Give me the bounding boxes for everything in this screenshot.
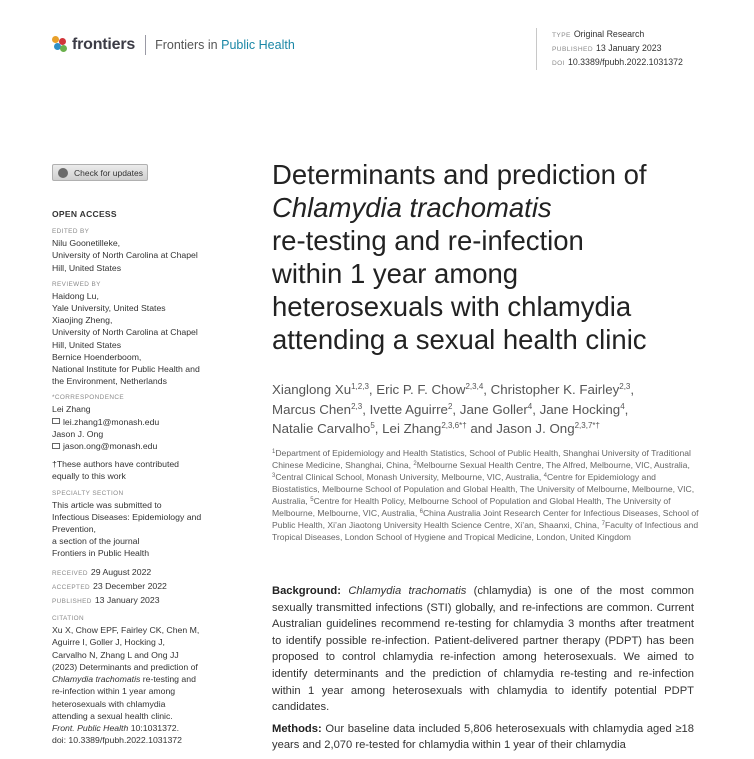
author-name[interactable]: Natalie Carvalho [272,421,371,436]
reviewed-by: Haidong Lu, Yale University, United States Xiaojing Zheng, University of North Carolina at Chapel Hill, United States Bernice Hoenderboom, National Institute for Public Health and the Environment, Netherlands [52,290,200,387]
date-accepted: ACCEPTED 23 December 2022 [52,580,167,591]
abstract-methods: Methods: Our baseline data included 5,806 heterosexuals with chlamydia aged ≥18 years and 2,070 re-tested for chlamydia within 1 year of their chlamydia [272,722,694,752]
correspondence-label: *CORRESPONDENCE [52,394,125,402]
specialty-section-label: SPECIALTY SECTION [52,489,124,497]
envelope-icon [52,418,60,424]
envelope-icon [52,443,60,449]
specialty-section: This article was submitted to Infectious Diseases: Epidemiology and Prevention, a section of the journal Frontiers in Public Health [52,499,202,559]
email-link[interactable]: lei.zhang1@monash.edu [52,416,224,428]
author-name[interactable]: Marcus Chen [272,401,352,417]
affiliations: $^1$Department of Epidemiology and Health Statistics, School of Public Health, Shanghai University of Traditional Chinese Medicine, Shanghai, China, $^2$Melbourne Sexual Health Centre, The Alfred, Melbourne, VIC, Australia, $^3$Central Clinical School, Monash University, Melbourne, VIC, Australia, $^4$Centre for Epidemiology and Biostatistics, Melbourne School of Population and Global Health, The University of Melbourne, Melbourne, VIC, Australia, $^5$Centre for Health Policy, Melbourne School of Population and Global Health, The University of Melbourne, Melbourne, VIC, Australia, $^6$China Australia Joint Research Center for Infectious Diseases, School of Public Health, Xi’an Jiaotong University Health Science Centre, Xi’an, Shaanxi, China, $^7$Faculty of Infectious and Tropical Diseases, London School of Hygiene and Tropical Medicine, London, United Kingdom [272,448,699,542]
frontiers-logo-icon [52,36,68,54]
brand-name: frontiers [72,36,136,53]
meta-type: TYPE Original Research [552,29,645,39]
date-received: RECEIVED 29 August 2022 [52,566,152,577]
date-published: PUBLISHED 13 January 2023 [52,595,160,606]
author-name[interactable]: Xianglong Xu [272,382,352,397]
author-name[interactable]: Christopher K. Fairley [490,382,620,397]
article-title: Determinants and prediction of Chlamydia trachomatis re-testing and re-infection within 1 year among heterosexuals with chlamydia attending a sexual health clinic [272,159,647,355]
citation-doi-link[interactable]: doi: 10.3389/fpubh.2022.1031372 [52,735,182,746]
refresh-icon [58,168,68,178]
meta-published: PUBLISHED 13 January 2023 [552,43,662,53]
check-for-updates-label: Check for updates [74,167,143,178]
correspondence: Lei Zhang lei.zhang1@monash.edu Jason J. Ong jason.ong@monash.edu [52,403,224,452]
logo-divider [145,35,146,55]
meta-doi[interactable]: DOI 10.3389/fpubh.2022.1031372 [552,57,683,67]
email-link[interactable]: jason.ong@monash.edu [52,440,224,452]
citation: Xu X, Chow EPF, Fairley CK, Chen M, Aguirre I, Goller J, Hocking J, Carvalho N, Zhang L and Ong JJ (2023) Determinants and prediction of Chlamydia trachomatis re-testing and re-infection within 1 year among heterosexuals with chlamydia attending a sexual health clinic. Front. Public Health 10:1031372. doi: 10.3389/fpubh.2022.1031372 [52,624,224,746]
author-name[interactable]: Jane Goller [459,401,528,417]
check-for-updates-button[interactable] [52,164,148,181]
author-name[interactable]: Ivette Aguirre [369,401,448,417]
reviewed-by-label: REVIEWED BY [52,280,101,288]
dates [52,566,224,609]
contribution-note: †These authors have contributed equally to this work [52,459,180,482]
author-name[interactable]: Jason J. Ong [496,421,575,436]
journal-title: Frontiers in Public Health [155,38,295,52]
sidebar [52,208,224,746]
author-name[interactable]: Jane Hocking [539,401,621,417]
citation-label: CITATION [52,615,85,623]
article-meta [536,28,683,70]
abstract [272,583,694,759]
author-list: Xianglong Xu$^{1,2,3}$, Eric P. F. Chow$^{2,3,4}$, Christopher K. Fairley$^{2,3}$, Marcus Chen$^{2,3}$, Ivette Aguirre$^2$, Jane Goller$^4$, Jane Hocking$^4$, Natalie Carvalho$^5$, Lei Zhang$^{2,3,6*\dagger}$ and Jason J. Ong$^{2,3,7*\dagger}$ [272,382,635,436]
author-name[interactable]: Eric P. F. Chow [376,382,466,397]
author-name[interactable]: Lei Zhang [382,421,442,436]
journal-logo[interactable] [52,34,295,56]
edited-by: Nilu Goonetilleke, University of North Carolina at Chapel Hill, United States [52,238,198,273]
abstract-background: Background: Chlamydia trachomatis (chlamydia) is one of the most common sexually transmitted infections (STI) globally, and re-infections are common. Current Australian guidelines recommend re-testing for chlamydia 3 months after treatment to identify possible re-infection. Patient-delivered partner therapy (PDPT) has been proposed to control chlamydia re-infection among heterosexuals. We aimed to identify determinants and the prediction of chlamydia re-testing and re-infection within 1 year among heterosexuals with chlamydia to identify potential PDPT candidates. [272,585,695,714]
edited-by-label: EDITED BY [52,228,90,236]
open-access-label: OPEN ACCESS [52,209,117,219]
